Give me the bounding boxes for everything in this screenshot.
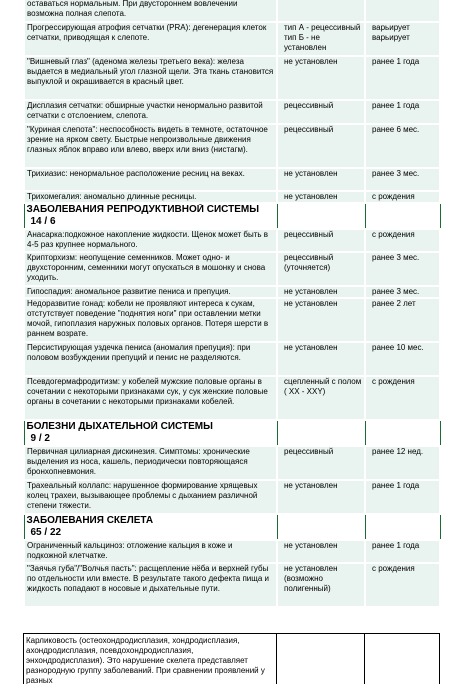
section-title (24, 203, 277, 229)
table-row (24, 563, 440, 607)
section-empty-cell (365, 514, 440, 540)
onset-age-cell (365, 634, 440, 684)
disease-description: "Вишневый глаз" (аденома железы третьего века): железа выдается в медиальный угол глазной щели. Эта ткань становится выпуклой и окрашивается в красный цвет. (24, 56, 277, 100)
section-count: 9 / 2 (30, 433, 50, 444)
table-row (24, 286, 440, 298)
inheritance-cell: сцепленный с полом ( XX - XXY) (277, 376, 365, 420)
section-empty-cell (277, 514, 365, 540)
continuation-table (23, 633, 440, 684)
section-title-text: ЗАБОЛЕВАНИЯ СКЕЛЕТА (26, 515, 154, 526)
disease-description: Гипоспадия: аномальное развитие пениса и препуция. (24, 286, 277, 298)
inheritance-cell: рецессивный (уточняется) (277, 252, 365, 286)
disease-description: Трахеальный коллапс: нарушенное формирование хрящевых колец трахеи, вызывающее проблемы с дыханием различной степени тяжести. (24, 480, 277, 514)
section-header-row (24, 203, 440, 229)
inheritance-cell (277, 634, 365, 684)
inheritance-cell: не установлен (277, 298, 365, 342)
disease-description: Трихомегалия: аномально длинные ресницы. (24, 191, 277, 203)
inheritance-cell: не установлен (277, 191, 365, 203)
disease-description: Персистирующая уздечка пениса (аномалия препуция): при половом возбуждении препуций и пенис не разделяются. (24, 342, 277, 376)
onset-age-cell: с рождения (365, 563, 440, 607)
inheritance-cell: не установлен (277, 56, 365, 100)
onset-age-cell: ранее 2 лет (365, 298, 440, 342)
table-row (24, 480, 440, 514)
genetic-diseases-table (23, 0, 441, 608)
table-body (24, 0, 440, 607)
inheritance-cell (277, 0, 365, 22)
table-row (24, 540, 440, 563)
table-row (24, 298, 440, 342)
section-title-text: ЗАБОЛЕВАНИЯ РЕПРОДУКТИВНОЙ СИСТЕМЫ (26, 204, 260, 215)
inheritance-cell: рецессивный (277, 100, 365, 124)
disease-description: Карликовость (остеохондродисплазия, хондродисплазия, ахондродисплазия, псевдохондродисплазия, энхондродисплазия). Это нарушение скелета представляет разнородную группу заболеваний. При сравнении проявлений у разных (24, 634, 277, 684)
onset-age-cell: варьирует варьирует (365, 22, 440, 56)
onset-age-cell: ранее 12 нед. (365, 446, 440, 480)
table-row (24, 229, 440, 252)
section-empty-cell (277, 420, 365, 446)
onset-age-cell: ранее 1 года (365, 56, 440, 100)
onset-age-cell: ранее 3 мес. (365, 252, 440, 286)
table-row (24, 22, 440, 56)
section-empty-cell (365, 420, 440, 446)
disease-description: Псевдогермафродитизм: у кобелей мужские половые органы в сочетании с некоторыми признаками сук, у сук женские половые органы в сочетании с некоторыми признаками кобелей. (24, 376, 277, 420)
inheritance-cell: тип А - рецессивный тип Б - не установлен (277, 22, 365, 56)
onset-age-cell: с рождения (365, 376, 440, 420)
disease-description: "Заячья губа"/"Волчья пасть": расщепление нёба и верхней губы по отдельности или вместе. В результате такого дефекта пища и жидкость попадают в носовые и дыхательные пути. (24, 563, 277, 607)
disease-description: оставаться нормальным. При двустороннем вовлечении возможна полная слепота. (24, 0, 277, 22)
table-row (24, 0, 440, 22)
table-row (24, 376, 440, 420)
inheritance-cell: рецессивный (277, 229, 365, 252)
table-row (24, 56, 440, 100)
disease-description: Трихиазис: ненормальное расположение ресниц на веках. (24, 168, 277, 191)
section-title (24, 514, 277, 540)
table-row (24, 634, 440, 684)
table-row (24, 191, 440, 203)
inheritance-cell: не установлен (277, 168, 365, 191)
section-title (24, 420, 277, 446)
table-row (24, 252, 440, 286)
table-row (24, 100, 440, 124)
section-header-row (24, 420, 440, 446)
table-row (24, 446, 440, 480)
inheritance-cell: не установлен (277, 480, 365, 514)
onset-age-cell: с рождения (365, 229, 440, 252)
onset-age-cell: ранее 3 мес. (365, 168, 440, 191)
section-title-text: БОЛЕЗНИ ДЫХАТЕЛЬНОЙ СИСТЕМЫ (26, 421, 213, 432)
onset-age-cell: ранее 10 мес. (365, 342, 440, 376)
disease-description: Ограниченный кальциноз: отложение кальция в коже и подкожной клетчатке. (24, 540, 277, 563)
inheritance-cell: рецессивный (277, 446, 365, 480)
section-count: 14 / 6 (30, 216, 56, 227)
inheritance-cell: не установлен (277, 540, 365, 563)
section-header-row (24, 514, 440, 540)
section-empty-cell (365, 203, 440, 229)
inheritance-cell: не установлен (возможно полигенный) (277, 563, 365, 607)
onset-age-cell: ранее 1 года (365, 100, 440, 124)
section-count: 65 / 22 (30, 527, 62, 538)
disease-description: Анасарка:подкожное накопление жидкости. Щенок может быть в 4-5 раз крупнее нормального. (24, 229, 277, 252)
section-empty-cell (277, 203, 365, 229)
onset-age-cell (365, 0, 440, 22)
disease-description: Крипторхизм: неопущение семенников. Может одно- и двухсторонним, семенники могут опускаться в мошонку и снова уходить. (24, 252, 277, 286)
inheritance-cell: не установлен (277, 342, 365, 376)
disease-description: Прогрессирующая атрофия сетчатки (PRA): дегенерация клеток сетчатки, приводящая к слепоте. (24, 22, 277, 56)
disease-description: Дисплазия сетчатки: обширные участки ненормально развитой сетчатки с отслоением, слепота. (24, 100, 277, 124)
table-row (24, 168, 440, 191)
table-row (24, 124, 440, 168)
disease-description: "Куриная слепота": неспособность видеть в темноте, остаточное зрение на ярком свету. Быстрые непроизвольные движения глазных яблок вправо или влево, вверх или вниз (нистагм). (24, 124, 277, 168)
disease-description: Недоразвитие гонад: кобели не проявляют интереса к сукам, отстутствует поведение "поднятия ноги" при оставлении метки мочой, гипоплазия наружных половых органов. Потеря шерсти в раннем возрате. (24, 298, 277, 342)
onset-age-cell: ранее 6 мес. (365, 124, 440, 168)
onset-age-cell: ранее 1 года (365, 480, 440, 514)
onset-age-cell: ранее 3 мес. (365, 286, 440, 298)
onset-age-cell: с рождения (365, 191, 440, 203)
onset-age-cell: ранее 1 года (365, 540, 440, 563)
inheritance-cell: не установлен (277, 286, 365, 298)
disease-description: Первичная цилиарная дискинезия. Симптомы: хронические выделения из носа, кашель, периодически повторяющаяся бронхопневмония. (24, 446, 277, 480)
table-row (24, 342, 440, 376)
inheritance-cell: рецессивный (277, 124, 365, 168)
